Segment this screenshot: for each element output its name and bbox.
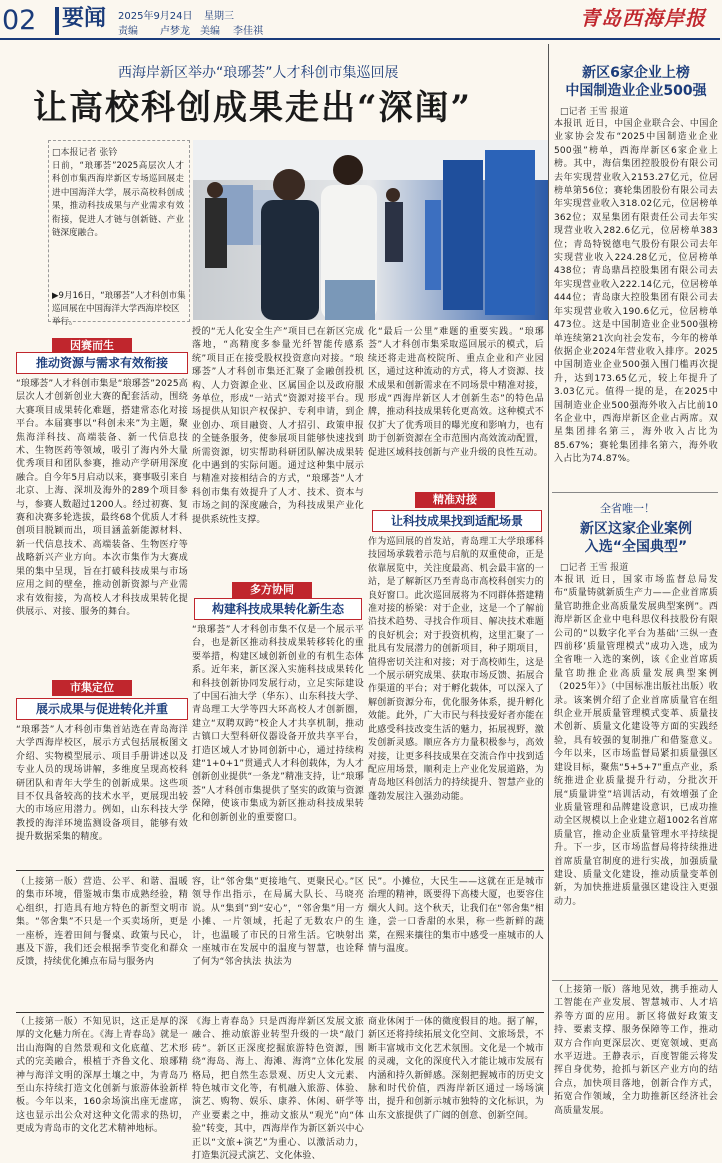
editor-label: 责编 <box>118 26 138 37</box>
right-article-2: 本报讯 近日，国家市场监督总局发布“质量铸就新质生产力——企业首席质量官助推企业高质量发展典型案例”。西海岸新区企业中电科思仪科技股份有限公司的“以数字化平台为基础‘三纵一查四前移’质量管理模式”成功入选，成为全省唯一入选的案例，该《企业首席质量官助推企业高质量发展典型案例（2025年）》（中国标准出版社出版）收录。该案例介绍了企业首席质量官在组织企业开展质量管理模式变革、质量技术创新、质量文化建设等方面的实践经验，具有较强的复制推广和借鉴意义。今年以来，区市场监督局紧扣质量强区建设目标，聚焦“5+5+7”重点产业，系统推进企业质量提升行动，分批次开展“质量讲堂”培训活动，有效增强了企业质量管理和品牌建设意识，已成功推动全区规模以上企业建立超1002名首席质量官，推动企业质量管理水平持续提升。下一步，区市场监督局将持续推进首席质量官制度的进行实战，加强质量建设、质量文化建设，推动质量变革创新，为加快推进质量强区建设注入更强动力。 <box>554 575 718 907</box>
right-title-2b: 入选“全国典型” <box>584 539 688 555</box>
article-body-1: “琅琊荟”人才科创市集是“琅琊荟”2025高层次人才创新创业大赛的配套活动，围绕大赛项目成果转化难题，搭建常态化对接平台。本届赛事以“科创未来”为主题，聚焦海洋科技、高端装备、新一代信息技术、生物医药等领域，吸引了海内外大量优秀项目和团队参赛，推动产学研用深度融合。自今年5月启动以来，赛事吸引来自北京、上海、深圳及海外的289个项目参与，参赛人数超过1200人。经过初赛、复赛和决赛多轮选拔，最终68个优质人才科创项目脱颖而出，项目涵盖新能源材料、新一代信息技术、高端装备、生物医疗等战略新兴产业方向。本次市集作为大赛成果的集中呈现，旨在打破科技成果与市场应用之间的壁垒，推动创新资源与产业需求有效衔接，为高校人才科技成果转化提供展示、对接、服务的舞台。 <box>16 379 188 617</box>
right-title-1a: 新区6家企业上榜 <box>582 65 690 81</box>
section-name: 要闻 <box>62 6 107 31</box>
article-body-6: 作为巡回展的首发站，青岛理工大学琅琊科技园场承载着示范与启航的双重使命，正是依靠展览中，关注度最高、机会最丰富的一站，是了解新区乃至青岛市高校科创实力的良好窗口。此次巡回展将为不同群体搭建精准对接的桥梁：对于企业，这是一个了解前沿技术趋势、寻找合作项目、解决技术难题的良好机会；对于投资机构，这里汇聚了一批具有发展潜力的创新项目，种子期项目，值得密切关注和对接；对于高校师生，这是一个展示研究成果、获取市场反馈、拓展合作渠道的平台；对于孵化载体，可以深入了解创新资源分布，优化服务体系，提升孵化效能。此外，广大市民与科技爱好者亦能在此感受科技改变生活的魅力，拓展视野，激发创新灵感。顺应各方力量积极参与，高效对接，让更多科技成果在交流合作中找到适配应用场景，顺利走上产业化发展道路，为青岛地区科创活力的持续提升、智慧产业的蓬勃发展注入强劲动能。 <box>368 537 544 802</box>
jump-text-a2: 容，让“邻舍集”更接地气、更聚民心。”区领导作出指示，在局属大队长、马晓亮说。从“集到”到“安心”，“邻舍集”用一方小摊、一片领域，托起了无数农户的生计，也温暖了市民的日常生活。它映射出一座城市在发展中的温度与智慧，也诠释了何为“邻舍执法 执法为 <box>192 877 364 968</box>
section-tag-1: 因赛而生 <box>52 338 132 354</box>
section-title-3: 构建科技成果转化新生态 <box>194 598 362 620</box>
section-tag-2: 市集定位 <box>52 680 132 696</box>
jump-text-a1: （上接第一版）营造、公平、和谐、温暖的集市环境，借鉴城市集市成熟经验，精心组织，打造具有地方特色的新型文明市集。“邻舍集”不只是一个买卖场所，更是一座桥，连着田间与餐桌、政策与民心，惠及下游，我们还会根据季节变化和群众反馈，持续优化摊点布局与服务内 <box>16 877 188 968</box>
editor-name: 卢梦龙 <box>160 26 190 37</box>
section-title-1: 推动资源与需求有效衔接 <box>16 352 188 374</box>
article-body-3: 授的“无人化安全生产”项目已在新区完成落地，“高精度多参量光纤智能传感系统”项目正在接受股权投资意向对接。“琅琊荟”人才科创市集还汇聚了金融创投机构、人力资源企业、区属国企以及政府服务单位，形成“一站式”资源对接平台。现场提供从知识产权保护、专利申请，到企业创办、项目融资、人才招引、政策申报的全链条服务，使参展项目能够快速找到所需资源，切实帮助科研团队解决成果转化中遇到的实际问题。通过这种集中展示与精准对接相结合的方式，“琅琊荟”人才科创市集有效提升了人才、技术、资本与市场之间的深度融合，为科技成果产业化提供系统性支撑。 <box>192 327 364 525</box>
right-reporter-1: □记者 王雪 报道 <box>560 107 629 117</box>
right-article-3: （上接第一版）落地见效，携手推动人工智能在产业发展、智慧城市、人才培养等方面的应用。新区将做好政策支持、要素支撑、服务保障等工作，推动双方合作向更深层次、更宽领域、更高水平迈进。王静表示，百度智能云将发挥自身优势，抢抓与新区产业方向的结合点，加快项目落地，创新合作方式，拓宽合作领域，全力助推新区经济社会高质量发展。 <box>554 985 718 1116</box>
page-number: 02 <box>2 5 37 36</box>
jump-text-b2: 《海上青春岛》只是西海岸新区发展文旅融合、推动旅游业转型升级的一块“敲门砖”。新区正深度挖掘旅游特色资源，围绕“海岛、海上、海滩、海湾”立体化发展格局，把自然生态景观、历史人文元素、特色城市文化等，有机融入旅游、体验、演艺、购物、娱乐、康养、休闲、研学等产业要素之中，推动文旅从“观光”向“体验”转变，其中，西海岸作为新区新兴中心正以“文旅+演艺”为重心、以激活动力，打造集沉浸式演艺、文化体验、 <box>192 1017 364 1162</box>
header-divider <box>55 7 59 35</box>
lead-reporter: □本报记者 张钤 <box>52 148 118 158</box>
jump-text-b3: 商业休闲于一体的微度假目的地。据了解，新区还将持续拓展文化空间、文旅场景，不断丰富城市文化艺术氛围。文化是一个城市的灵魂，文化的深度代入才能让城市发展有内涵和持久新鲜感。深刻把握城市的历史文脉和时代价值，西海岸新区通过一场场演出，提升和创新示城市独特的文化标识，为山东文旅提供了广阔的创意、创新空间。 <box>368 1017 544 1121</box>
column-rule <box>548 44 549 1095</box>
right-divider-2 <box>552 980 718 981</box>
section-tag-3: 多方协同 <box>232 582 312 598</box>
section-tag-4: 精准对接 <box>415 492 495 508</box>
lead-title: 让高校科创成果走出“深闺” <box>33 88 473 128</box>
photo-caption: ▶9月16日，“琅琊荟”人才科创市集巡回展在中国海洋大学西海岸校区举行。 <box>52 291 186 327</box>
right-reporter-2: □记者 王雪 报道 <box>560 563 629 573</box>
article-body-2: “琅琊荟”人才科创市集首站选在青岛海洋大学西海岸校区，展示方式包括展板图文介绍、实物模型展示、项目手册讲述以及专业人员的现场讲解，多维度呈现高校科研团队和青年大学生的创新成果。这些项目不仅具备较高的技术水平，更展现出较大的市场应用潜力。例如，山东科技大学教授的海洋环境监测设备项目，能够有效提升数据采集的精度。 <box>16 725 188 843</box>
divider-line-1 <box>16 870 544 871</box>
section-title-4: 让科技成果找到适配场景 <box>372 510 542 532</box>
newspaper-logo: 青岛西海岸报 <box>580 6 706 30</box>
article-body-4: “琅琊荟”人才科创市集不仅是一个展示平台，也是新区推动科技成果转移转化的重要举措，构建区域创新创业的有机生态体系。近年来，新区深入实施科技成果转化和科技创新协同发展行动，立足实际建设了中国石油大学（华东）、山东科技大学、青岛理工大学等四大环高校人才创新圈，建立“双聘双跨”校企人才共享机制，推动古镇口大型科研仪器设备开放共享平台，打造区域人才协同创新中心，通过持续构建“1+0+1”贯通式人才科创载体，为人才创新创业提供“一条龙”精准支持，让“琅琊荟”人才科创市集提供了坚实的政策与资源保障，使该市集成为新区推动科技成果转化和创新创业的重要窗口。 <box>192 625 364 823</box>
right-article-1: 本报讯 近日，中国企业联合会、中国企业家协会发布“2025中国制造业企业500强”榜单，西海岸新区6家企业上榜。其中，海信集团控股股份有限公司去年实现营业收入2153.27亿元，位居榜单第56位；赛轮集团股份有限公司去年实现营业收入318.02亿元，位居榜单362位；双星集团有限责任公司去年实现营业收入282.6亿元，位居榜单383位；青岛特锐德电气股份有限公司去年实现营业收入224.28亿元，位居榜单438位；青岛鼎昌控股集团有限公司去年实现营业收入222.14亿元，位居榜单444位；青岛康大控股集团有限公司去年实现营业收入190.6亿元，位居榜单473位。这是中国制造业企业500强榜单连续第21次向社会发布，今年的榜单依据企业2024年营业收入排序。2025中国制造业企业500强入围门槛再次提升，达到173.65亿元，较上年提升了3.03亿元。值得一提的是，在2025中国制造业企业500强海外收入占比前10名企业中，西海岸新区企业占两席。双星集团排名第三，海外收入占比为85.67%；赛轮集团排名第六，海外收入占比为74.87%。 <box>554 119 718 465</box>
news-photo <box>193 140 548 320</box>
designer-label: 美编 <box>200 26 220 37</box>
right-title-2a: 新区这家企业案例 <box>580 521 692 537</box>
section-title-2: 展示成果与促进转化并重 <box>16 698 188 720</box>
right-kicker: 全省唯一！ <box>600 502 655 515</box>
issue-date: 2025年9月24日 <box>118 11 193 22</box>
lead-subtitle: 西海岸新区举办“琅琊荟”人才科创市集巡回展 <box>118 65 399 81</box>
header-rule <box>0 38 720 40</box>
jump-text-a3: 民”。小摊位，大民生——这就在正是城市治理的精神，既要得下高楼大厦，也要容住烟火人间。这个秋天，让我们在“邻舍集”相逢，尝一口香甜的水果，称一些新鲜的蔬菜，在熙来攘往的集市中感受一座城市的人情与温度。 <box>368 877 544 955</box>
designer-name: 李佳祺 <box>233 26 263 37</box>
lead-intro: 日前，“琅琊荟”2025高层次人才科创市集西海岸新区专场巡回展走进中国海洋大学，展示高校科创成果，推动科技成果与产业需求有效衔接，促进人才链与创新链、产业链深度融合。 <box>52 161 184 239</box>
issue-weekday: 星期三 <box>204 11 234 22</box>
jump-text-b1: （上接第一版）不知见识，这正是厚的深厚的文化魅力所在。《海上青春岛》就是一出山海陶的自然景观和文化底蕴、艺术形式的完美融合，根植于齐鲁文化、琅琊精神与海洋文明的深厚土壤之中，为青岛乃至山东持续打造文化创新与旅游体验新样板。今年以来，160余场演出座无虚席，这也显示出公众对这种文化需求的热切，更成为青岛市的文化艺术精神地标。 <box>16 1017 188 1135</box>
article-body-5: 化“最后一公里”难题的重要实践。“琅琊荟”人才科创市集采取巡回展示的模式，后续还将走进高校院所、重点企业和产业园区，通过这种流动的方式，将人才资源、技术成果和创新需求在不同场景中精准对接，形成“西海岸新区人才创新生态”的特色品牌，推动科技成果转化更高效。这种模式不仅扩大了优秀项目的曝光度和影响力，也有助于创新资源在全市范围内高效流动配置，促进区域科技创新与产业升级的良性互动。 <box>368 327 544 458</box>
right-title-1b: 中国制造业企业500强 <box>565 83 707 99</box>
divider-line-2 <box>16 1012 544 1013</box>
right-divider-1 <box>552 492 718 493</box>
